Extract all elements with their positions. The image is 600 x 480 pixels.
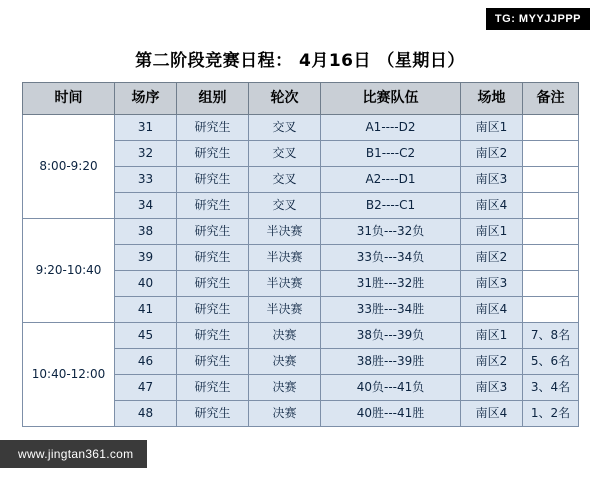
note-cell: 3、4名 [523,375,579,401]
group-cell: 研究生 [177,375,249,401]
round-cell: 半决赛 [249,297,321,323]
venue-cell: 南区2 [461,245,523,271]
table-row [23,323,579,349]
group-cell: 研究生 [177,167,249,193]
table-header-row [23,83,579,115]
group-cell: 研究生 [177,219,249,245]
teams-cell: 38负---39负 [321,323,461,349]
time-slot-cell: 8:00-9:20 [23,115,115,219]
teams-cell: B1----C2 [321,141,461,167]
note-cell [523,245,579,271]
group-cell: 研究生 [177,245,249,271]
site-watermark: www.jingtan361.com [0,440,147,468]
venue-cell: 南区2 [461,349,523,375]
order-cell: 48 [115,401,177,427]
round-cell: 决赛 [249,375,321,401]
venue-cell: 南区4 [461,297,523,323]
group-cell: 研究生 [177,297,249,323]
note-cell: 7、8名 [523,323,579,349]
order-cell: 31 [115,115,177,141]
round-cell: 交叉 [249,115,321,141]
round-cell: 半决赛 [249,271,321,297]
round-cell: 交叉 [249,141,321,167]
group-cell: 研究生 [177,323,249,349]
note-cell [523,271,579,297]
teams-cell: A2----D1 [321,167,461,193]
note-cell: 1、2名 [523,401,579,427]
table-header [23,83,579,115]
schedule-table [22,82,579,427]
schedule-table-container [22,82,578,427]
group-cell: 研究生 [177,115,249,141]
note-cell [523,167,579,193]
teams-cell: 33胜---34胜 [321,297,461,323]
note-cell [523,219,579,245]
teams-cell: 40胜---41胜 [321,401,461,427]
group-cell: 研究生 [177,401,249,427]
note-cell: 5、6名 [523,349,579,375]
order-cell: 41 [115,297,177,323]
teams-cell: B2----C1 [321,193,461,219]
teams-cell: 31胜---32胜 [321,271,461,297]
table-row [23,115,579,141]
note-cell [523,141,579,167]
venue-cell: 南区2 [461,141,523,167]
venue-cell: 南区3 [461,271,523,297]
teams-cell: 31负---32负 [321,219,461,245]
column-header-venue: 场地 [461,83,523,115]
order-cell: 32 [115,141,177,167]
order-cell: 38 [115,219,177,245]
table-row [23,219,579,245]
order-cell: 39 [115,245,177,271]
page-title: 第二阶段竞赛日程： 4月16日 （星期日） [135,51,465,71]
note-cell [523,115,579,141]
group-cell: 研究生 [177,271,249,297]
note-cell [523,297,579,323]
table-body [23,115,579,427]
order-cell: 47 [115,375,177,401]
group-cell: 研究生 [177,349,249,375]
order-cell: 34 [115,193,177,219]
round-cell: 交叉 [249,167,321,193]
round-cell: 交叉 [249,193,321,219]
column-header-order: 场序 [115,83,177,115]
order-cell: 33 [115,167,177,193]
column-header-round: 轮次 [249,83,321,115]
teams-cell: 40负---41负 [321,375,461,401]
column-header-note: 备注 [523,83,579,115]
round-cell: 半决赛 [249,245,321,271]
venue-cell: 南区3 [461,375,523,401]
time-slot-cell: 9:20-10:40 [23,219,115,323]
venue-cell: 南区1 [461,219,523,245]
order-cell: 40 [115,271,177,297]
order-cell: 46 [115,349,177,375]
teams-cell: A1----D2 [321,115,461,141]
column-header-group: 组别 [177,83,249,115]
round-cell: 半决赛 [249,219,321,245]
time-slot-cell: 10:40-12:00 [23,323,115,427]
round-cell: 决赛 [249,349,321,375]
venue-cell: 南区4 [461,401,523,427]
group-cell: 研究生 [177,141,249,167]
column-header-teams: 比赛队伍 [321,83,461,115]
venue-cell: 南区1 [461,115,523,141]
telegram-badge: TG: MYYJJPPP [486,8,590,30]
group-cell: 研究生 [177,193,249,219]
teams-cell: 38胜---39胜 [321,349,461,375]
column-header-time: 时间 [23,83,115,115]
venue-cell: 南区4 [461,193,523,219]
teams-cell: 33负---34负 [321,245,461,271]
note-cell [523,193,579,219]
venue-cell: 南区1 [461,323,523,349]
order-cell: 45 [115,323,177,349]
round-cell: 决赛 [249,401,321,427]
round-cell: 决赛 [249,323,321,349]
venue-cell: 南区3 [461,167,523,193]
